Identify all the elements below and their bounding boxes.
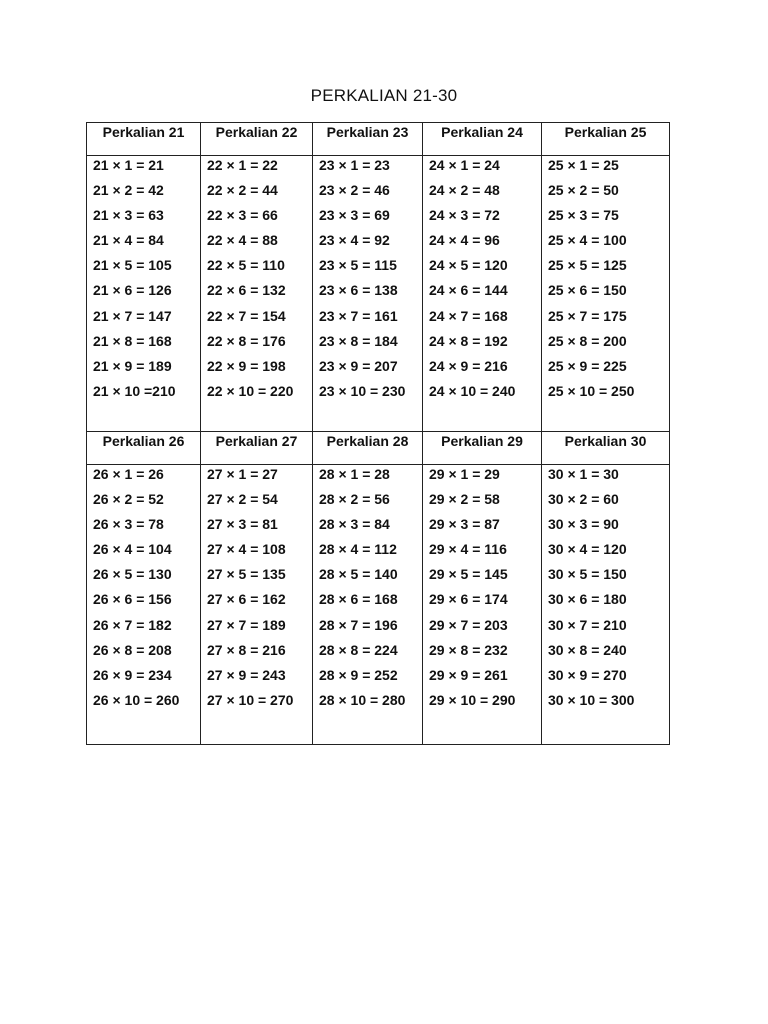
- multiplication-entry: 21 × 2 = 42: [93, 182, 164, 199]
- column-header: Perkalian 27: [201, 432, 313, 465]
- multiplication-entry: 29 × 6 = 174: [429, 591, 508, 608]
- multiplication-entry: 30 × 3 = 90: [548, 516, 619, 533]
- multiplication-entry: 23 × 4 = 92: [319, 232, 390, 249]
- multiplication-entry: 25 × 7 = 175: [548, 307, 627, 324]
- table-cell: [201, 465, 313, 745]
- multiplication-entry: 22 × 8 = 176: [207, 332, 286, 349]
- multiplication-entry: 22 × 3 = 66: [207, 207, 278, 224]
- multiplication-entry: 27 × 5 = 135: [207, 566, 286, 583]
- column-header: Perkalian 30: [542, 432, 670, 465]
- multiplication-entry: 26 × 2 = 52: [93, 491, 164, 508]
- multiplication-entry: 28 × 7 = 196: [319, 616, 398, 633]
- multiplication-entry: 22 × 4 = 88: [207, 232, 278, 249]
- column-header: Perkalian 25: [542, 123, 670, 156]
- multiplication-entry: 26 × 5 = 130: [93, 566, 172, 583]
- multiplication-entry: 24 × 4 = 96: [429, 232, 500, 249]
- multiplication-entry: 24 × 7 = 168: [429, 307, 508, 324]
- multiplication-entry: 29 × 7 = 203: [429, 616, 508, 633]
- multiplication-entry: 23 × 1 = 23: [319, 157, 390, 173]
- multiplication-entry: 29 × 3 = 87: [429, 516, 500, 533]
- header-row: [87, 123, 670, 156]
- multiplication-entry: 22 × 10 = 220: [207, 382, 294, 399]
- multiplication-entry: 24 × 3 = 72: [429, 207, 500, 224]
- multiplication-entry: 23 × 9 = 207: [319, 357, 398, 374]
- multiplication-entry: 27 × 9 = 243: [207, 666, 286, 683]
- multiplication-entry: 22 × 6 = 132: [207, 282, 286, 299]
- multiplication-entry: 29 × 5 = 145: [429, 566, 508, 583]
- multiplication-entry: 25 × 2 = 50: [548, 182, 619, 199]
- multiplication-entry: 23 × 8 = 184: [319, 332, 398, 349]
- multiplication-entry: 22 × 2 = 44: [207, 182, 278, 199]
- multiplication-entry: 26 × 3 = 78: [93, 516, 164, 533]
- column-header: Perkalian 22: [201, 123, 313, 156]
- multiplication-entry: 27 × 1 = 27: [207, 466, 278, 482]
- multiplication-entry: 26 × 6 = 156: [93, 591, 172, 608]
- multiplication-entry: 24 × 9 = 216: [429, 357, 508, 374]
- multiplication-entry: 27 × 2 = 54: [207, 491, 278, 508]
- table-row: [87, 156, 670, 432]
- multiplication-entry: 25 × 1 = 25: [548, 157, 619, 173]
- table-cell: [423, 465, 542, 745]
- table-row: [87, 465, 670, 745]
- multiplication-entry: 21 × 8 = 168: [93, 332, 172, 349]
- column-header: Perkalian 28: [313, 432, 423, 465]
- multiplication-entry: 30 × 1 = 30: [548, 466, 619, 482]
- multiplication-entry: 28 × 6 = 168: [319, 591, 398, 608]
- table-cell: [87, 156, 201, 432]
- header-row: [87, 432, 670, 465]
- multiplication-entry: 27 × 10 = 270: [207, 691, 294, 708]
- multiplication-entry: 29 × 2 = 58: [429, 491, 500, 508]
- column-header: Perkalian 23: [313, 123, 423, 156]
- multiplication-entry: 22 × 7 = 154: [207, 307, 286, 324]
- multiplication-entry: 26 × 8 = 208: [93, 641, 172, 658]
- multiplication-entry: 24 × 2 = 48: [429, 182, 500, 199]
- multiplication-entry: 21 × 5 = 105: [93, 257, 172, 274]
- table-cell: [313, 465, 423, 745]
- multiplication-entry: 25 × 4 = 100: [548, 232, 627, 249]
- multiplication-entry: 29 × 4 = 116: [429, 541, 507, 558]
- multiplication-entry: 23 × 5 = 115: [319, 257, 397, 274]
- multiplication-entry: 23 × 2 = 46: [319, 182, 390, 199]
- multiplication-entry: 27 × 7 = 189: [207, 616, 286, 633]
- column-header: Perkalian 21: [87, 123, 201, 156]
- multiplication-entry: 25 × 5 = 125: [548, 257, 627, 274]
- multiplication-entry: 25 × 8 = 200: [548, 332, 627, 349]
- multiplication-entry: 29 × 10 = 290: [429, 691, 516, 708]
- multiplication-entry: 21 × 7 = 147: [93, 307, 172, 324]
- multiplication-entry: 30 × 2 = 60: [548, 491, 619, 508]
- table-cell: [201, 156, 313, 432]
- multiplication-entry: 28 × 8 = 224: [319, 641, 398, 658]
- multiplication-entry: 28 × 9 = 252: [319, 666, 398, 683]
- multiplication-entry: 24 × 5 = 120: [429, 257, 508, 274]
- multiplication-entry: 26 × 1 = 26: [93, 466, 164, 482]
- multiplication-entry: 25 × 9 = 225: [548, 357, 627, 374]
- multiplication-entry: 29 × 8 = 232: [429, 641, 508, 658]
- multiplication-entry: 23 × 7 = 161: [319, 307, 398, 324]
- multiplication-entry: 24 × 10 = 240: [429, 382, 516, 399]
- multiplication-entry: 25 × 10 = 250: [548, 382, 635, 399]
- column-header: Perkalian 29: [423, 432, 542, 465]
- multiplication-entry: 30 × 9 = 270: [548, 666, 627, 683]
- multiplication-entry: 21 × 1 = 21: [93, 157, 164, 173]
- multiplication-entry: 27 × 3 = 81: [207, 516, 278, 533]
- multiplication-entry: 23 × 3 = 69: [319, 207, 390, 224]
- multiplication-table: [86, 122, 670, 745]
- page-title: PERKALIAN 21-30: [310, 86, 458, 105]
- multiplication-entry: 28 × 3 = 84: [319, 516, 390, 533]
- multiplication-entry: 22 × 1 = 22: [207, 157, 278, 173]
- multiplication-entry: 26 × 4 = 104: [93, 541, 172, 558]
- multiplication-entry: 26 × 9 = 234: [93, 666, 172, 683]
- table-cell: [542, 465, 670, 745]
- multiplication-entry: 21 × 9 = 189: [93, 357, 172, 374]
- multiplication-entry: 29 × 9 = 261: [429, 666, 508, 683]
- multiplication-entry: 21 × 10 =210: [93, 382, 176, 399]
- table-cell: [313, 156, 423, 432]
- column-header: Perkalian 26: [87, 432, 201, 465]
- multiplication-entry: 30 × 4 = 120: [548, 541, 627, 558]
- multiplication-entry: 30 × 8 = 240: [548, 641, 627, 658]
- multiplication-entry: 30 × 6 = 180: [548, 591, 627, 608]
- multiplication-entry: 28 × 4 = 112: [319, 541, 397, 558]
- multiplication-entry: 30 × 7 = 210: [548, 616, 627, 633]
- multiplication-entry: 28 × 2 = 56: [319, 491, 390, 508]
- table-cell: [542, 156, 670, 432]
- multiplication-entry: 30 × 5 = 150: [548, 566, 627, 583]
- multiplication-entry: 21 × 3 = 63: [93, 207, 164, 224]
- multiplication-entry: 27 × 4 = 108: [207, 541, 286, 558]
- multiplication-entry: 29 × 1 = 29: [429, 466, 500, 482]
- multiplication-entry: 25 × 6 = 150: [548, 282, 627, 299]
- table-cell: [423, 156, 542, 432]
- multiplication-entry: 25 × 3 = 75: [548, 207, 619, 224]
- multiplication-entry: 28 × 10 = 280: [319, 691, 406, 708]
- column-header: Perkalian 24: [423, 123, 542, 156]
- multiplication-entry: 24 × 8 = 192: [429, 332, 508, 349]
- multiplication-entry: 21 × 6 = 126: [93, 282, 172, 299]
- multiplication-entry: 28 × 1 = 28: [319, 466, 390, 482]
- multiplication-entry: 22 × 9 = 198: [207, 357, 286, 374]
- multiplication-entry: 22 × 5 = 110: [207, 257, 285, 274]
- multiplication-entry: 24 × 1 = 24: [429, 157, 500, 173]
- multiplication-entry: 28 × 5 = 140: [319, 566, 398, 583]
- multiplication-entry: 24 × 6 = 144: [429, 282, 508, 299]
- multiplication-entry: 21 × 4 = 84: [93, 232, 164, 249]
- multiplication-entry: 26 × 10 = 260: [93, 691, 180, 708]
- table-cell: [87, 465, 201, 745]
- multiplication-entry: 23 × 6 = 138: [319, 282, 398, 299]
- multiplication-entry: 26 × 7 = 182: [93, 616, 172, 633]
- multiplication-entry: 23 × 10 = 230: [319, 382, 406, 399]
- multiplication-entry: 30 × 10 = 300: [548, 691, 635, 708]
- multiplication-entry: 27 × 6 = 162: [207, 591, 286, 608]
- multiplication-entry: 27 × 8 = 216: [207, 641, 286, 658]
